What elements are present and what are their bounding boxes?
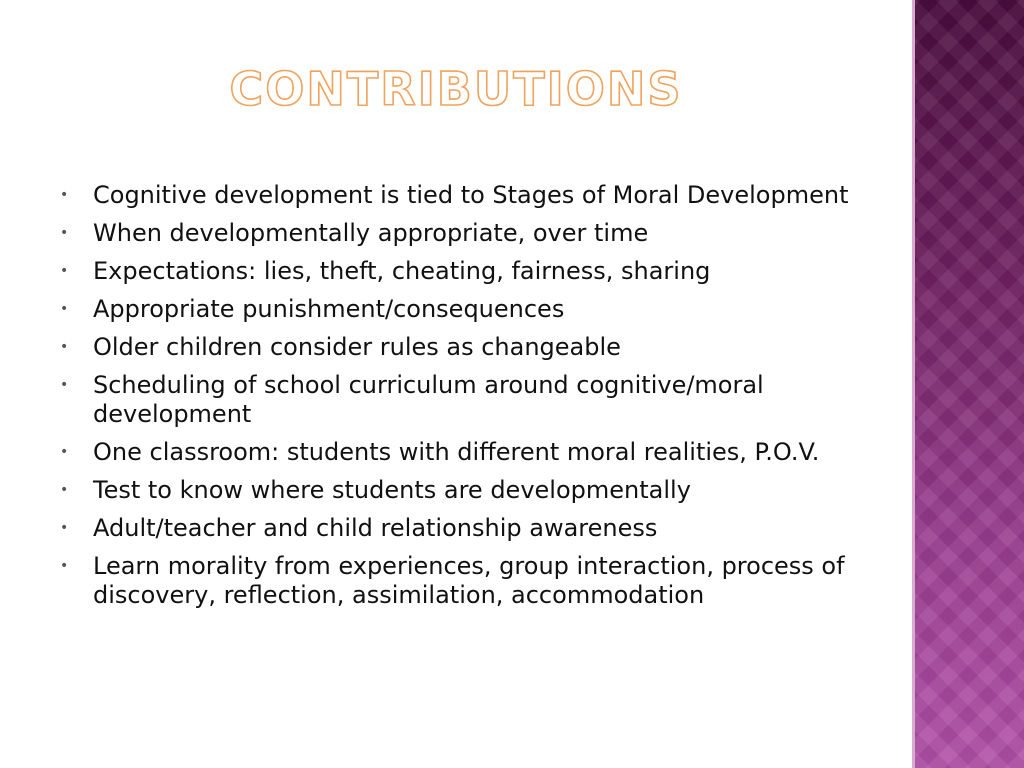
- bullet-icon: •: [60, 263, 69, 279]
- bullet-text: Adult/teacher and child relationship awareness: [93, 514, 658, 542]
- bullet-icon: •: [60, 377, 69, 393]
- bullet-icon: •: [60, 444, 69, 460]
- slide-title: CONTRIBUTIONS: [229, 62, 683, 116]
- bullet-icon: •: [60, 187, 69, 203]
- list-item: [60, 333, 850, 362]
- bullet-list: [60, 181, 850, 619]
- bullet-text: Scheduling of school curriculum around cognitive/moral development: [93, 371, 764, 428]
- decorative-side-band: [912, 0, 1024, 768]
- bullet-text: One classroom: students with different moral realities, P.O.V.: [93, 438, 820, 466]
- list-item: [60, 257, 850, 286]
- bullet-text: Older children consider rules as changeable: [93, 333, 621, 361]
- list-item: [60, 219, 850, 248]
- list-item: [60, 476, 850, 505]
- bullet-text: Cognitive development is tied to Stages of Moral Development: [93, 181, 849, 209]
- list-item: [60, 181, 850, 210]
- list-item: [60, 514, 850, 543]
- list-item: [60, 552, 850, 610]
- bullet-text: Appropriate punishment/consequences: [93, 295, 565, 323]
- bullet-text: Test to know where students are developmentally: [93, 476, 691, 504]
- bullet-icon: •: [60, 482, 69, 498]
- bullet-icon: •: [60, 225, 69, 241]
- list-item: [60, 295, 850, 324]
- bullet-icon: •: [60, 520, 69, 536]
- bullet-icon: •: [60, 301, 69, 317]
- list-item: [60, 438, 850, 467]
- list-item: [60, 371, 850, 429]
- bullet-text: Learn morality from experiences, group interaction, process of discovery, reflection, assimilation, accommodation: [93, 552, 845, 609]
- bullet-text: Expectations: lies, theft, cheating, fairness, sharing: [93, 257, 711, 285]
- bullet-text: When developmentally appropriate, over time: [93, 219, 649, 247]
- bullet-icon: •: [60, 558, 69, 574]
- bullet-icon: •: [60, 339, 69, 355]
